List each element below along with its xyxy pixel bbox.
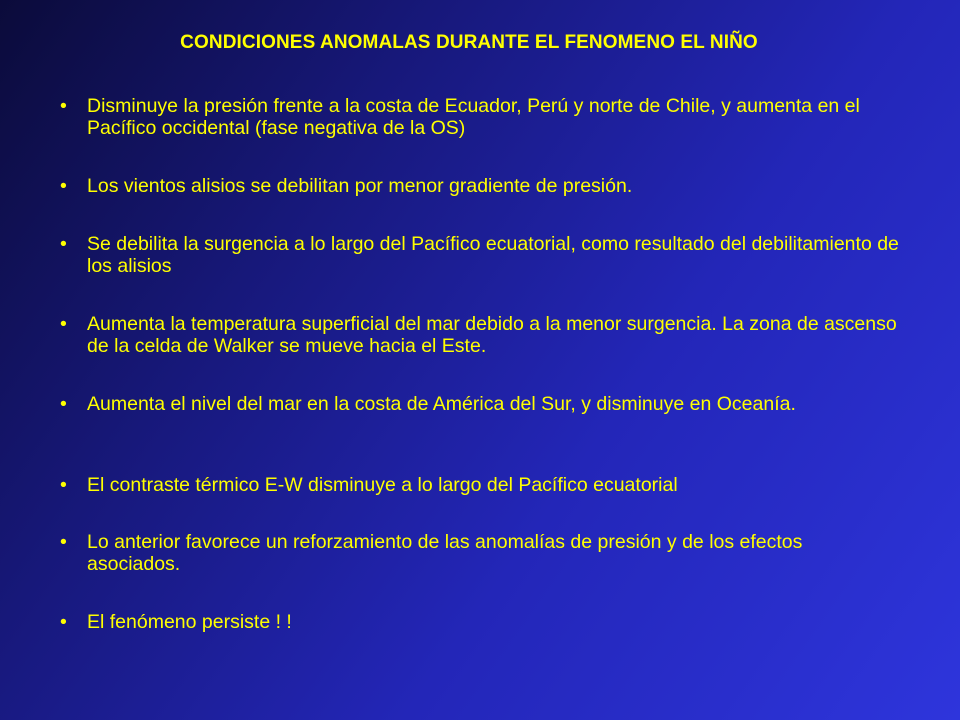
bullet-icon: • <box>60 531 67 553</box>
bullet-text: Los vientos alisios se debilitan por menor gradiente de presión. <box>87 175 633 197</box>
bullet-item <box>60 393 900 415</box>
bullet-icon: • <box>60 175 67 197</box>
bullet-item <box>60 233 900 277</box>
bullet-text: El fenómeno persiste ! ! <box>87 611 292 633</box>
bullet-item <box>60 313 900 357</box>
bullet-item <box>60 611 900 633</box>
slide-title: CONDICIONES ANOMALAS DURANTE EL FENOMENO EL NIÑO <box>180 32 758 53</box>
bullet-item <box>60 531 900 575</box>
bullet-icon: • <box>60 474 67 496</box>
bullet-icon: • <box>60 313 67 335</box>
bullet-item <box>60 175 900 197</box>
bullet-text: Aumenta la temperatura superficial del mar debido a la menor surgencia. La zona de ascenso de la celda de Walker se mueve hacia el Este. <box>87 313 897 357</box>
bullet-text: Lo anterior favorece un reforzamiento de las anomalías de presión y de los efectos asociados. <box>87 531 803 575</box>
bullet-text: Aumenta el nivel del mar en la costa de América del Sur, y disminuye en Oceanía. <box>87 393 796 415</box>
bullet-icon: • <box>60 233 67 255</box>
bullet-item <box>60 95 900 139</box>
bullet-icon: • <box>60 95 67 117</box>
bullet-text: Disminuye la presión frente a la costa de Ecuador, Perú y norte de Chile, y aumenta en el Pacífico occidental (fase negativa de la OS) <box>87 95 860 139</box>
bullet-text: El contraste térmico E-W disminuye a lo largo del Pacífico ecuatorial <box>87 474 678 496</box>
bullet-icon: • <box>60 393 67 415</box>
bullet-item <box>60 474 900 496</box>
bullet-text: Se debilita la surgencia a lo largo del Pacífico ecuatorial, como resultado del debilitamiento de los alisios <box>87 233 899 277</box>
bullet-icon: • <box>60 611 67 633</box>
